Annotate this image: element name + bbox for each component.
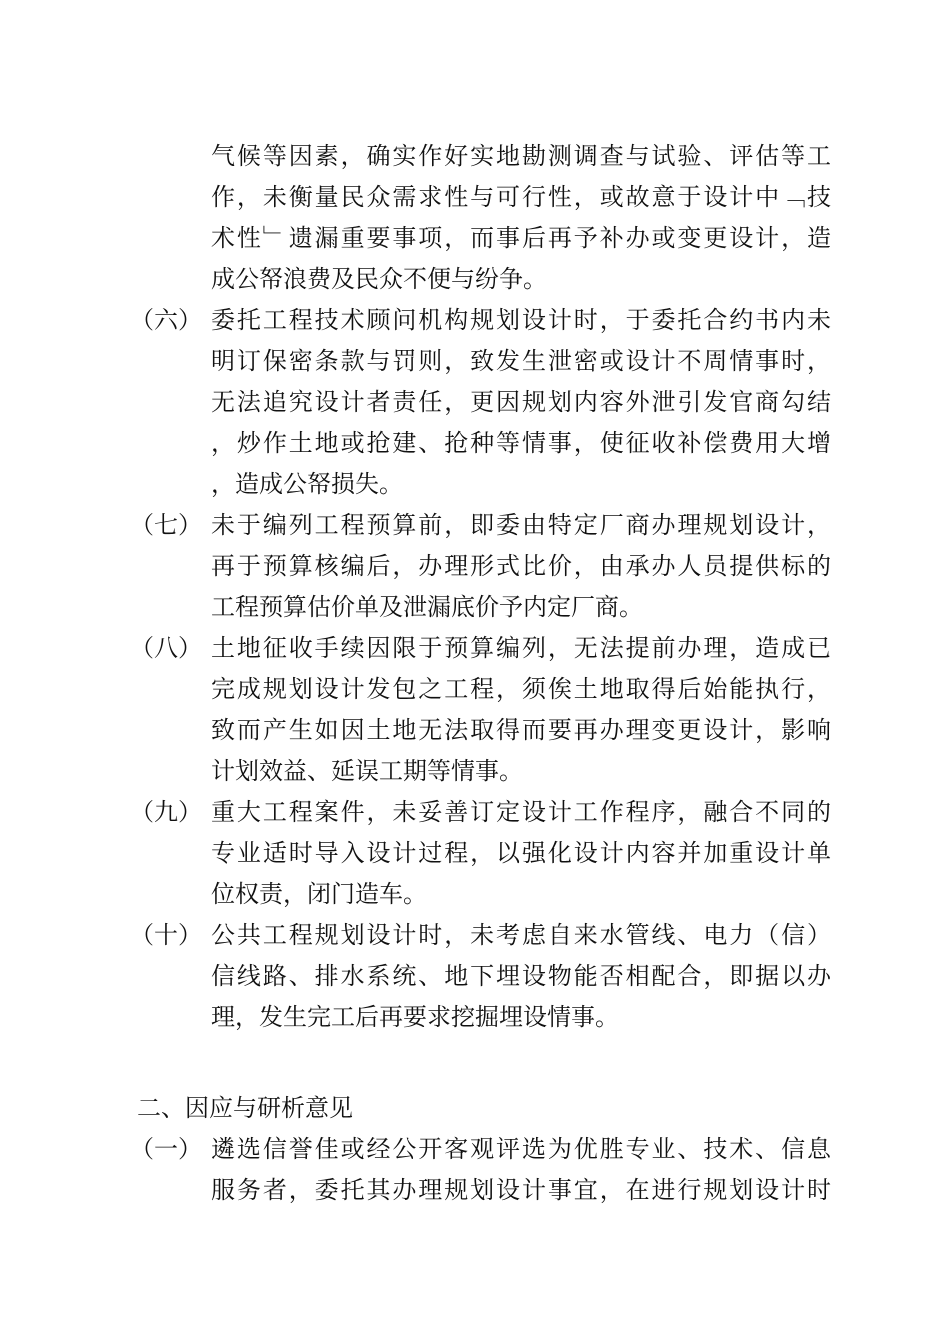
list-item-line: 计划效益、延误工期等情事。 (211, 757, 523, 785)
list-item-line: 土地征收手续因限于预算编列，无法提前办理，造成已 (211, 634, 831, 662)
list-item-line: 重大工程案件，未妥善订定设计工作程序，融合不同的 (211, 798, 831, 826)
list-item-marker: （十） (130, 921, 202, 949)
list-item-line: 再于预算核编后，办理形式比价，由承办人员提供标的 (211, 552, 831, 580)
list-item-line: 理，发生完工后再要求挖掘埋设情事。 (211, 1003, 619, 1031)
list-item-line: 公共工程规划设计时，未考虑自来水管线、电力（信） (211, 921, 831, 949)
list-item-line: 委托工程技术顾问机构规划设计时，于委托合约书内未 (211, 306, 831, 334)
list-item-marker: （七） (130, 511, 202, 539)
paragraph-line: 成公帑浪费及民众不便与纷争。 (211, 265, 547, 293)
list-item-line: 专业适时导入设计过程，以强化设计内容并加重设计单 (211, 839, 831, 867)
list-item-line: 工程预算估价单及泄漏底价予内定厂商。 (211, 593, 643, 621)
list-item-line: 遴选信誉佳或经公开客观评选为优胜专业、技术、信息 (211, 1135, 831, 1163)
list-item-line: 无法追究设计者责任，更因规划内容外泄引发官商勾结 (211, 388, 831, 416)
list-item-line: 未于编列工程预算前，即委由特定厂商办理规划设计， (211, 511, 831, 539)
paragraph-line: 术性﹂遗漏重要事项，而事后再予补办或变更设计，造 (211, 224, 831, 252)
list-item-marker: （六） (130, 306, 202, 334)
list-item-line: 位权责，闭门造车。 (211, 880, 427, 908)
section-heading: 二、因应与研析意见 (137, 1094, 353, 1122)
list-item-line: 服务者，委托其办理规划设计事宜，在进行规划设计时 (211, 1176, 831, 1204)
list-item-line: 信线路、排水系统、地下埋设物能否相配合，即据以办 (211, 962, 831, 990)
paragraph-line: 作，未衡量民众需求性与可行性，或故意于设计中﹁技 (211, 183, 831, 211)
list-item-line: 完成规划设计发包之工程，须俟土地取得后始能执行， (211, 675, 831, 703)
list-item-marker: （八） (130, 634, 202, 662)
list-item-line: 明订保密条款与罚则，致发生泄密或设计不周情事时， (211, 347, 831, 375)
list-item-line: 致而产生如因土地无法取得而要再办理变更设计，影响 (211, 716, 831, 744)
paragraph-line: 气候等因素，确实作好实地勘测调查与试验、评估等工 (211, 142, 831, 170)
list-item-marker: （一） (130, 1135, 202, 1163)
list-item-line: ，造成公帑损失。 (211, 470, 403, 498)
list-item-marker: （九） (130, 798, 202, 826)
list-item-line: ，炒作土地或抢建、抢种等情事，使征收补偿费用大增 (211, 429, 831, 457)
